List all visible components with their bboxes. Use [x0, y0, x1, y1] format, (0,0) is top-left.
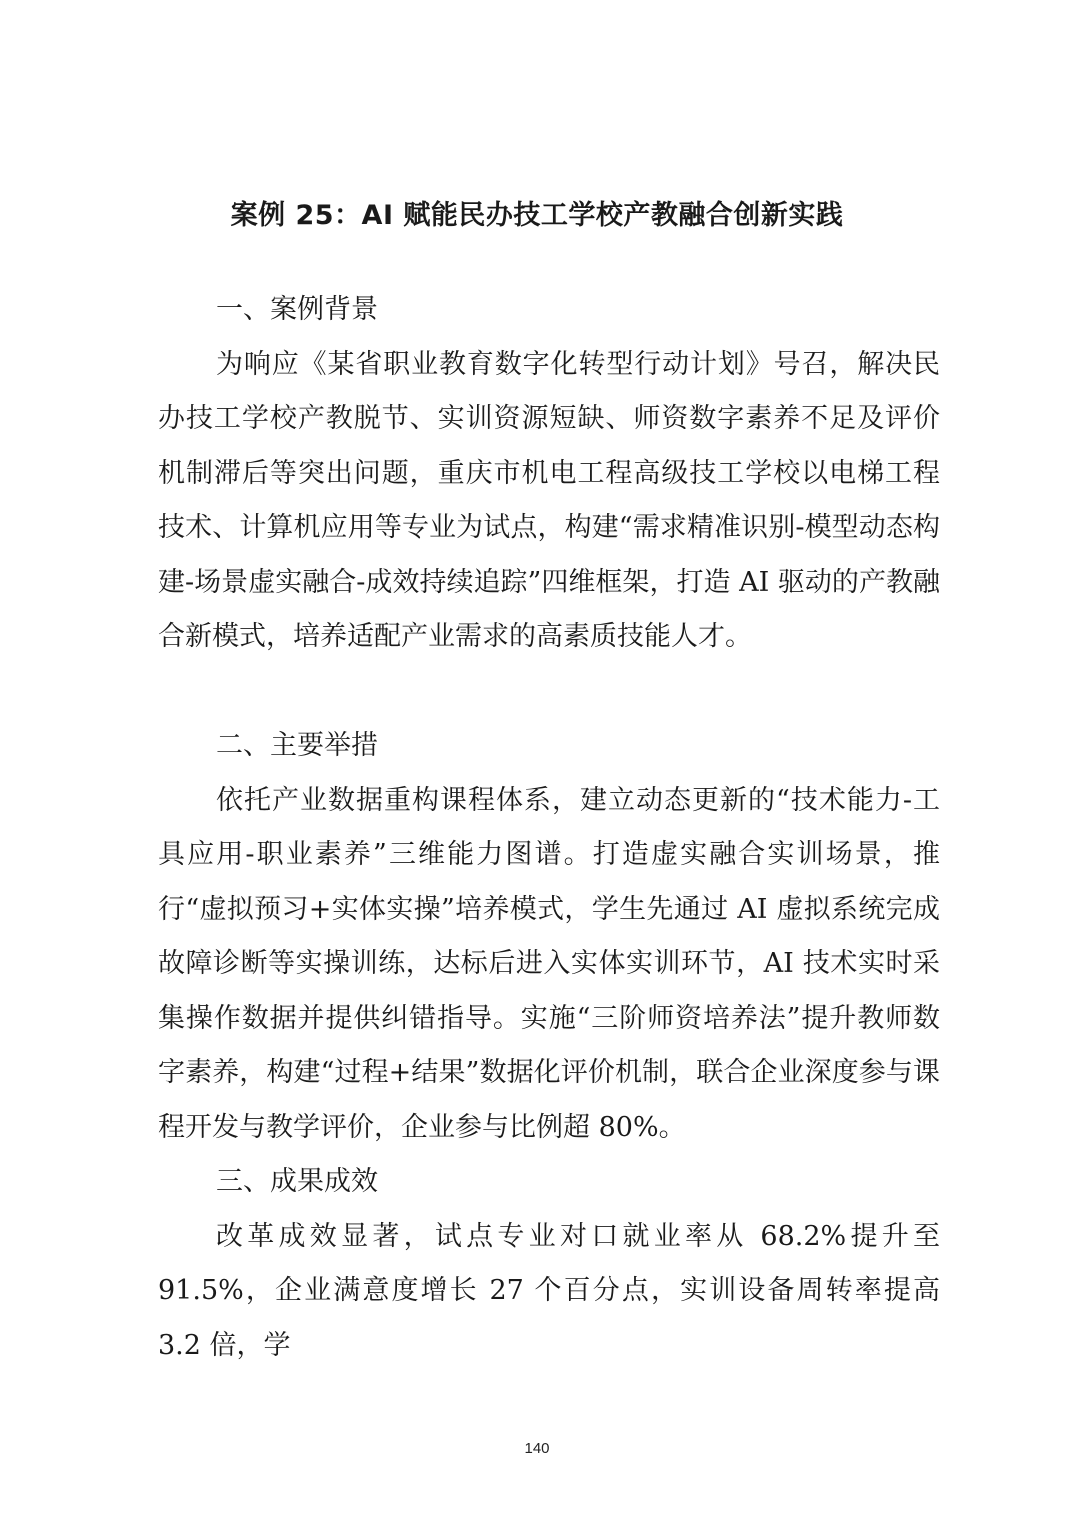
section-measures [158, 719, 940, 1155]
section-results [158, 1155, 940, 1373]
page-title: 案例 25：AI 赋能民办技工学校产教融合创新实践 [230, 200, 844, 231]
section-paragraph: 为响应《某省职业教育数字化转型行动计划》号召，解决民办技工学校产教脱节、实训资源短缺、师资数字素养不足及评价机制滞后等突出问题，重庆市机电工程高级技工学校以电梯工程技术、计算机应用等专业为试点，构建“需求精准识别-模型动态构建-场景虚实融合-成效持续追踪”四维框架，打造 AI 驱动的产教融合新模式，培养适配产业需求的高素质技能人才。 [158, 348, 940, 652]
section-heading: 三、成果成效 [216, 1166, 378, 1197]
section-background [158, 283, 940, 665]
page-number: 140 [524, 1440, 550, 1457]
section-heading: 二、主要举措 [216, 730, 378, 761]
section-heading: 一、案例背景 [216, 294, 378, 325]
section-paragraph: 改革成效显著，试点专业对口就业率从 68.2%提升至 91.5%，企业满意度增长 27 个百分点，实训设备周转率提高 3.2 倍，学 [158, 1220, 940, 1361]
section-paragraph: 依托产业数据重构课程体系，建立动态更新的“技术能力-工具应用-职业素养”三维能力图谱。打造虚实融合实训场景，推行“虚拟预习+实体实操”培养模式，学生先通过 AI 虚拟系统完成故障诊断等实操训练，达标后进入实体实训环节，AI 技术实时采集操作数据并提供纠错指导。实施“三阶师资培养法”提升教师数字素养，构建“过程+结果”数据化评价机制，联合企业深度参与课程开发与教学评价，企业参与比例超 80%。 [158, 784, 940, 1143]
